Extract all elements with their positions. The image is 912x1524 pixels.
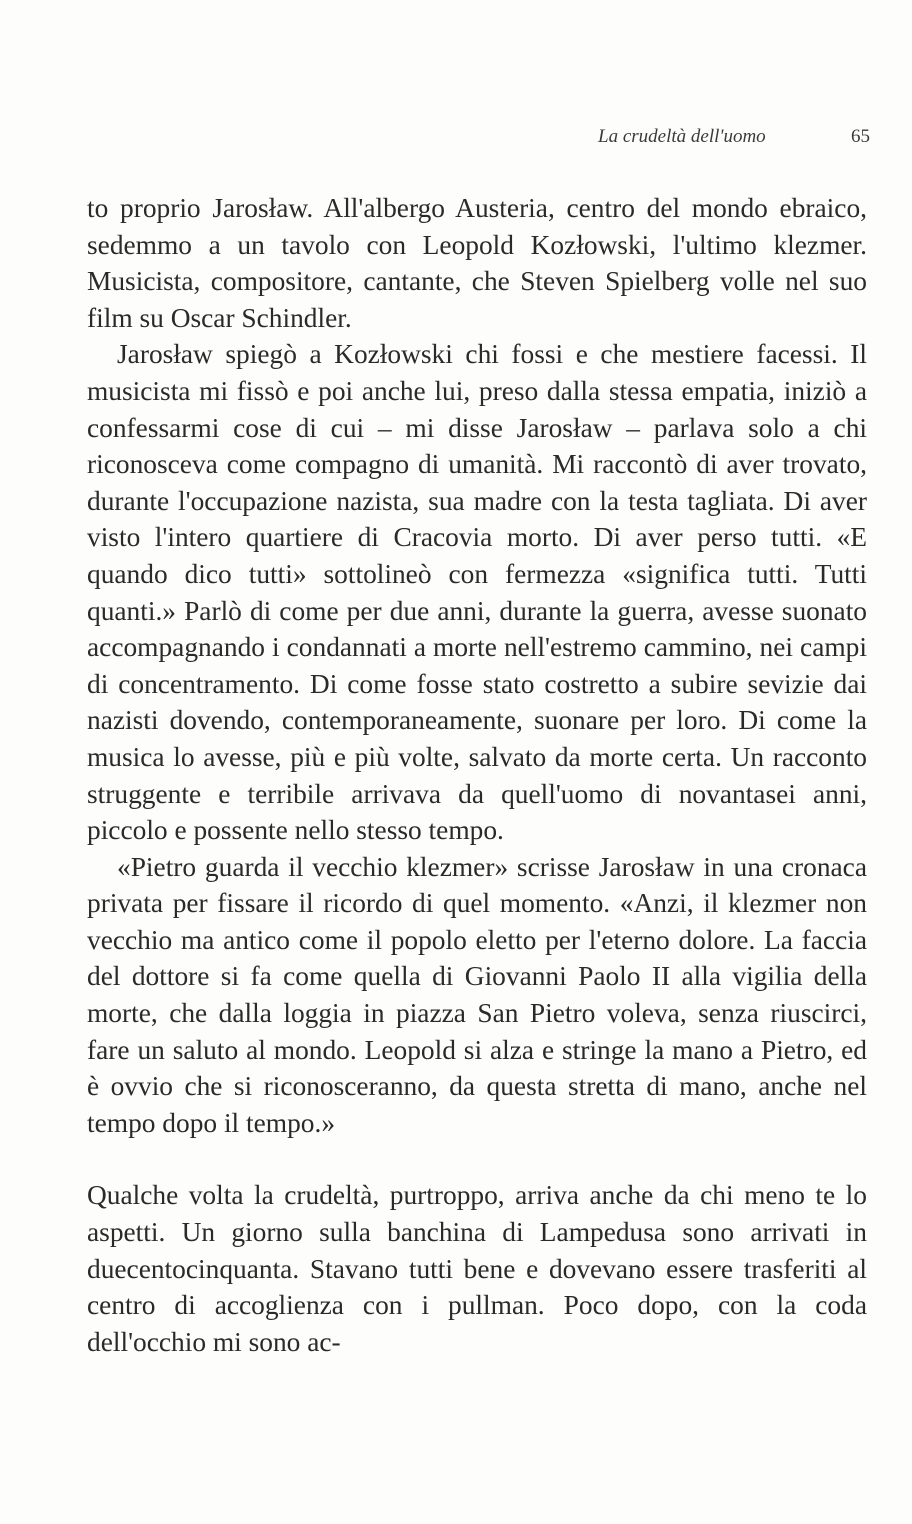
paragraph: Qualche volta la crudeltà, purtroppo, arriva anche da chi meno te lo aspetti. Un giorno sulla banchina di Lampedusa sono arrivati in duecentocinquanta. Stavano tutti bene e dovevano essere trasferiti al centro di accoglienza con i pullman. Poco dopo, con la coda dell'occhio mi sono ac- xyxy=(87,1180,867,1357)
page-header xyxy=(560,126,870,154)
body-text xyxy=(87,190,867,1360)
paragraph: to proprio Jarosław. All'albergo Austeria, centro del mondo ebraico, sedemmo a un tavolo con Leopold Kozłowski, l'ultimo klezmer. Musicista, compositore, cantante, che Steven Spielberg volle nel suo film su Oscar Schindler. xyxy=(87,193,867,333)
paragraph: Jarosław spiegò a Kozłowski chi fossi e che mestiere facessi. Il musicista mi fissò e poi anche lui, preso dalla stessa empatia, iniziò a confessarmi cose di cui – mi disse Jarosław – parlava solo a chi riconosceva come compagno di umanità. Mi raccontò di aver trovato, durante l'occupazione nazista, sua madre con la testa tagliata. Di aver visto l'intero quartiere di Cracovia morto. Di aver perso tutti. «E quando dico tutti» sottolineò con fermezza «significa tutti. Tutti quanti.» Parlò di come per due anni, durante la guerra, avesse suonato accompagnando i condannati a morte nell'estremo cammino, nei campi di concentramento. Di come fosse stato costretto a subire sevizie dai nazisti dovendo, contemporaneamente, suonare per loro. Di come la musica lo avesse, più e più volte, salvato da morte certa. Un racconto struggente e terribile arrivava da quell'uomo di novantasei anni, piccolo e possente nello stesso tempo. xyxy=(87,339,867,846)
page-number: 65 xyxy=(851,126,870,147)
paragraph: «Pietro guarda il vecchio klezmer» scrisse Jarosław in una cronaca privata per fissare il ricordo di quel momento. «Anzi, il klezmer non vecchio ma antico come il popolo eletto per l'eterno dolore. La faccia del dottore si fa come quella di Giovanni Paolo II alla vigilia della morte, che dalla loggia in piazza San Pietro voleva, senza riuscirci, fare un saluto al mondo. Leopold si alza e stringe la mano a Pietro, ed è ovvio che si riconosceranno, da questa stretta di mano, anche nel tempo dopo il tempo.» xyxy=(87,851,867,1138)
running-title: La crudeltà dell'uomo xyxy=(598,126,766,147)
